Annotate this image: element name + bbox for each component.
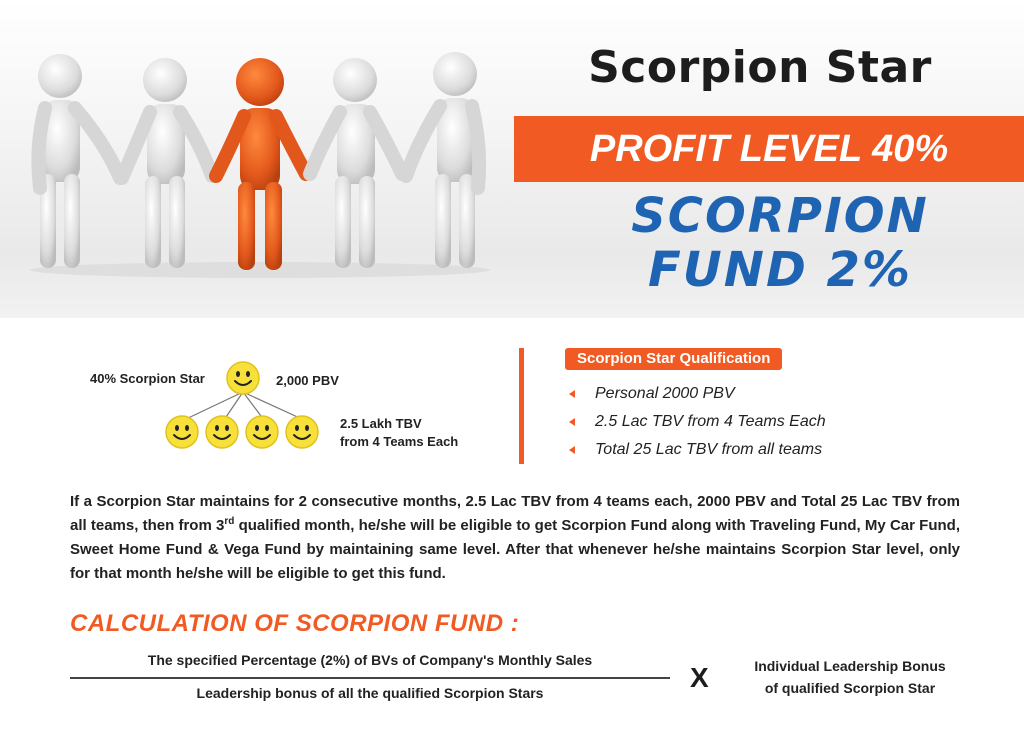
arrow-left-bullet-icon [569,446,575,454]
smiley-icon [164,414,200,450]
qualification-item [565,382,826,410]
vertical-divider [519,348,524,464]
arrow-left-bullet-icon [569,390,575,398]
tree-tbv-label-line2: from 4 Teams Each [340,434,459,449]
qualification-heading: Scorpion Star Qualification [565,348,782,370]
smiley-icon [284,414,320,450]
team-tree-diagram [90,352,490,462]
formula-numerator: The specified Percentage (2%) of BVs of Company's Monthly Sales [147,652,593,668]
tree-tbv-label-line1: 2.5 Lakh TBV [340,416,422,431]
formula-multiplier [730,655,970,699]
qualification-item-text: Personal 2000 PBV [595,385,735,402]
fund-title-line2: FUND 2% [648,242,912,298]
arrow-left-bullet-icon [569,418,575,426]
fund-title-line1: SCORPION [631,188,929,244]
qualification-list [565,382,826,466]
multiply-operator: X [690,662,709,693]
tree-top-label: 40% Scorpion Star [90,371,205,386]
hero-banner [0,0,1024,318]
formula-fraction-line [70,677,670,679]
smiley-icon [225,360,261,396]
qualification-item [565,410,826,438]
paragraph-ordinal-suffix: rd [224,516,235,527]
people-chain-illustration [20,38,500,278]
smiley-icon [244,414,280,450]
paragraph-text-end: qualified month, he/she will be eligible to get Scorpion Fund along with Traveling Fund, My Car Fund, Sweet Home Fund & Vega Fund by maintaining same level. After that whenever he/she maintains Scorpion Star level, only for that month he/she will be eligible to get this fund. [70,517,960,582]
qualification-item-text: Total 25 Lac TBV from all teams [595,441,823,458]
smiley-icon [204,414,240,450]
qualification-item-text: 2.5 Lac TBV from 4 Teams Each [595,413,826,430]
eligibility-paragraph [70,490,960,586]
calculation-title: CALCULATION OF SCORPION FUND : [70,610,520,637]
page-title: Scorpion Star [588,42,932,93]
tree-pbv-label: 2,000 PBV [276,373,339,388]
profit-level-text: PROFIT LEVEL 40% [589,128,949,170]
multiplier-line2: of qualified Scorpion Star [764,680,936,696]
qualification-item [565,438,826,466]
paragraph-text-start: If a Scorpion Star maintains for 2 consecutive months, 2.5 Lac TBV from 4 teams each, 2000 PBV and Total 25 Lac TBV from all teams, then from 3 [70,493,960,534]
formula-denominator: Leadership bonus of all the qualified Scorpion Stars [196,685,544,701]
multiplier-line1: Individual Leadership Bonus [754,658,946,674]
